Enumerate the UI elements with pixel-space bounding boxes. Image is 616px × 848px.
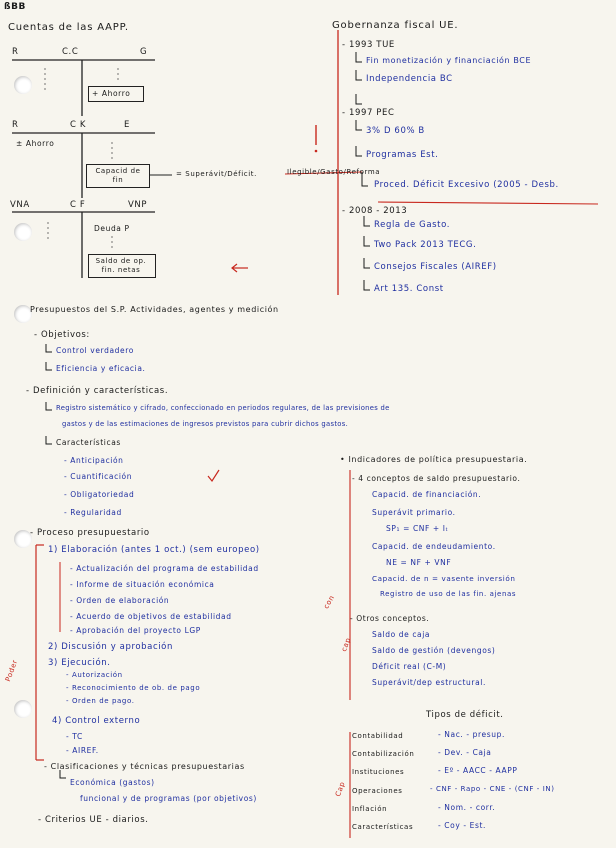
process-step: 3) Ejecución. bbox=[48, 658, 111, 668]
other-item: Déficit real (C-M) bbox=[372, 662, 447, 671]
classification-label: - Clasificaciones y técnicas presupuestarias bbox=[44, 762, 245, 771]
objective-item: Eficiencia y eficacia. bbox=[56, 364, 146, 373]
deficit-types-title: Tipos de déficit. bbox=[426, 710, 504, 720]
characteristic-item: - Obligatoriedad bbox=[64, 490, 135, 499]
t2-arrow-note: = Superávit/Déficit. bbox=[176, 170, 257, 178]
gov-item: Art 135. Const bbox=[374, 284, 444, 294]
deficit-row-value: - Coy - Est. bbox=[438, 821, 486, 830]
classification-item: funcional y de programas (por objetivos) bbox=[80, 794, 257, 803]
indicator-item: Registro de uso de las fin. ajenas bbox=[380, 590, 517, 598]
gov-item: Fin monetización y financiación BCE bbox=[366, 56, 532, 65]
gov-item: - 1997 PEC bbox=[342, 108, 395, 118]
gov-item: 3% D 60% B bbox=[366, 126, 425, 136]
t1-header-right: G bbox=[140, 47, 148, 57]
definition-label: - Definición y características. bbox=[26, 386, 169, 396]
gov-item: Programas Est. bbox=[366, 150, 439, 160]
t2-header-right: E bbox=[124, 120, 130, 130]
t3-header-left: VNA bbox=[10, 200, 30, 210]
gov-item: - 1993 TUE bbox=[342, 40, 395, 50]
t1-header-mid: C.C bbox=[62, 47, 79, 57]
deficit-row-value: - Nac. - presup. bbox=[438, 730, 505, 739]
process-substep: - Reconocimiento de ob. de pago bbox=[66, 684, 201, 692]
deficit-row-label: Contabilidad bbox=[352, 732, 404, 740]
t2-header-mid: C K bbox=[70, 120, 87, 130]
indicator-item: Capacid. de endeudamiento. bbox=[372, 542, 496, 551]
gov-item: Proced. Déficit Excesivo (2005 - Desb. bbox=[374, 180, 559, 190]
gov-item: Regla de Gasto. bbox=[374, 220, 451, 230]
process-substep: - AIREF. bbox=[66, 746, 99, 755]
deficit-row-label: Instituciones bbox=[352, 768, 405, 776]
indicator-item: NE = NF + VNF bbox=[386, 558, 452, 567]
t3-mid-entry: Deuda P bbox=[94, 224, 130, 233]
four-concepts-label: - 4 conceptos de saldo presupuestario. bbox=[352, 474, 521, 483]
deficit-row-value: - Eº - AACC - AAPP bbox=[438, 766, 518, 775]
classification-item: Económica (gastos) bbox=[70, 778, 155, 787]
deficit-row-label: Características bbox=[352, 823, 414, 831]
deficit-row-value: - CNF - Rapo - CNE - (CNF - IN) bbox=[430, 785, 555, 793]
process-substep: - Informe de situación económica bbox=[70, 580, 215, 589]
indicator-item: Capacid. de n = vasente inversión bbox=[372, 574, 516, 583]
right-section-title: Gobernanza fiscal UE. bbox=[332, 20, 459, 31]
t3-header-right: VNP bbox=[128, 200, 148, 210]
t1-box-label: + Ahorro bbox=[92, 89, 131, 98]
objectives-label: - Objetivos: bbox=[34, 330, 90, 340]
process-substep: - Acuerdo de objetivos de estabilidad bbox=[70, 612, 232, 621]
side-note-red: con bbox=[322, 593, 337, 611]
process-substep: - Actualización del programa de estabilidad bbox=[70, 564, 259, 573]
other-item: Saldo de caja bbox=[372, 630, 431, 639]
process-substep: - TC bbox=[66, 732, 83, 741]
side-note-red: Cap bbox=[334, 780, 347, 798]
left-section-title: Cuentas de las AAPP. bbox=[8, 22, 129, 33]
others-label: - Otros conceptos. bbox=[350, 614, 430, 623]
characteristic-item: - Cuantificación bbox=[64, 472, 133, 481]
gov-item: Independencia BC bbox=[366, 74, 453, 84]
process-step: 1) Elaboración (antes 1 oct.) (sem europeo) bbox=[48, 545, 260, 555]
process-step: 4) Control externo bbox=[52, 716, 141, 726]
deficit-row-value: - Dev. - Caja bbox=[438, 748, 492, 757]
side-note-red: Poder bbox=[4, 658, 20, 683]
objective-item: Control verdadero bbox=[56, 346, 134, 355]
process-step: 2) Discusión y aprobación bbox=[48, 642, 173, 652]
gov-item: Consejos Fiscales (AIREF) bbox=[374, 262, 497, 272]
t3-header-mid: C F bbox=[70, 200, 86, 210]
deficit-row-label: Inflación bbox=[352, 805, 388, 813]
budgets-title: Presupuestos del S.P. Actividades, agentes y medición bbox=[30, 305, 279, 314]
t1-header-left: R bbox=[12, 47, 19, 57]
process-substep: - Orden de elaboración bbox=[70, 596, 170, 605]
t2-header-left: R bbox=[12, 120, 19, 130]
t2-crossed-note: Ilegible/Gasto/Reforma bbox=[287, 168, 381, 176]
other-item: Superávit/dep estructural. bbox=[372, 678, 486, 687]
process-substep: - Orden de pago. bbox=[66, 697, 135, 705]
characteristic-item: - Anticipación bbox=[64, 456, 124, 465]
process-substep: - Autorización bbox=[66, 671, 123, 679]
definition-line: Registro sistemático y cifrado, confeccionado en periodos regulares, de las previsiones de bbox=[56, 404, 390, 412]
gov-item: - 2008 - 2013 bbox=[342, 206, 408, 216]
deficit-row-label: Contabilización bbox=[352, 750, 415, 758]
t2-left-entry: ± Ahorro bbox=[16, 139, 55, 148]
indicators-title: • Indicadores de política presupuestaria. bbox=[340, 455, 528, 464]
deficit-row-label: Operaciones bbox=[352, 787, 403, 795]
process-label: - Proceso presupuestario bbox=[30, 528, 150, 538]
indicator-item: SP₁ = CNF + Iₜ bbox=[386, 524, 449, 533]
definition-line: gastos y de las estimaciones de ingresos previstos para cubrir dichos gastos. bbox=[62, 420, 349, 428]
process-substep: - Aprobación del proyecto LGP bbox=[70, 626, 201, 635]
gov-item: Two Pack 2013 TECG. bbox=[374, 240, 477, 250]
other-item: Saldo de gestión (devengos) bbox=[372, 646, 496, 655]
indicator-item: Superávit primario. bbox=[372, 508, 456, 517]
indicator-item: Capacid. de financiación. bbox=[372, 490, 482, 499]
criteria-label: - Criterios UE - diarios. bbox=[38, 815, 149, 825]
page-corner-mark: ßBB bbox=[4, 2, 26, 12]
characteristics-label: Características bbox=[56, 438, 121, 447]
t2-box-label: Capacid de fin bbox=[95, 167, 141, 184]
t3-box-label: Saldo de op. fin. netas bbox=[95, 257, 147, 274]
characteristic-item: - Regularidad bbox=[64, 508, 122, 517]
deficit-row-value: - Nom. - corr. bbox=[438, 803, 496, 812]
side-note-red: cap bbox=[340, 636, 353, 653]
